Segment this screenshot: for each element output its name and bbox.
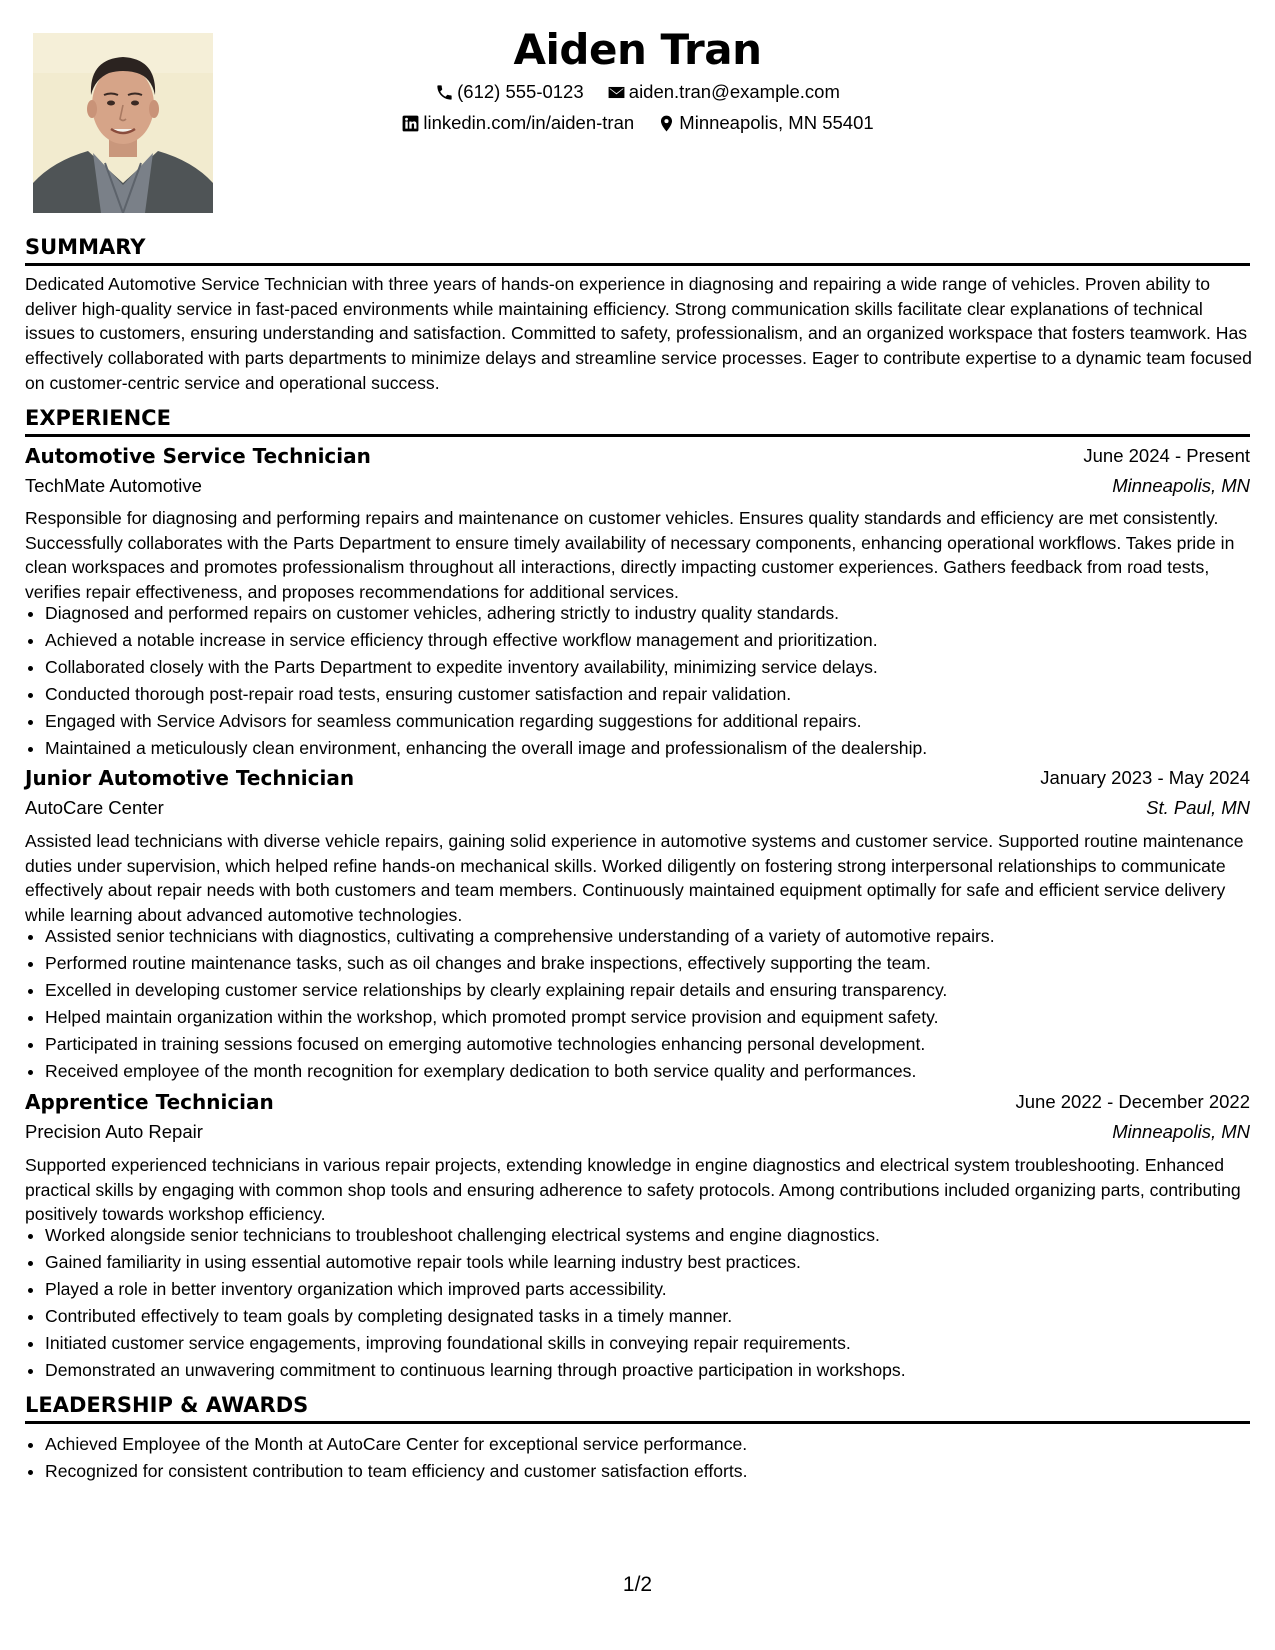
contact-row-secondary <box>0 111 1275 139</box>
envelope-icon <box>607 83 626 102</box>
job-description: Responsible for diagnosing and performing repairs and maintenance on customer vehicles. Ensures quality standards and efficiency are met consistently. Successfully collaborates with the Parts Department to ensure timely availability of necessary components, enhancing operational workflows. Takes pride in clean workspaces and promotes professionalism throughout all interactions, directly impacting customer experiences. Gathers feedback from road tests, verifies repair effectiveness, and proposes recommendations for additional services. <box>25 508 1235 603</box>
job-bullet-list <box>25 923 1275 1085</box>
list-item: • Engaged with Service Advisors for seamless communication regarding suggestions for additional repairs. <box>45 708 1275 735</box>
list-item: • Assisted senior technicians with diagnostics, cultivating a comprehensive understanding of a variety of automotive repairs. <box>45 923 1275 950</box>
list-item: • Diagnosed and performed repairs on customer vehicles, adhering strictly to industry quality standards. <box>45 600 1275 627</box>
email-address: aiden.tran@example.com <box>628 81 840 102</box>
phone-number: (612) 555-0123 <box>457 81 584 102</box>
summary-heading: SUMMARY <box>25 234 1250 266</box>
job-title: Junior Automotive Technician <box>25 766 355 790</box>
job-location: Minneapolis, MN <box>1112 1121 1250 1142</box>
list-item: • Helped maintain organization within the workshop, which promoted prompt service provision and equipment safety. <box>45 1004 1275 1031</box>
job-bullet-list <box>25 600 1275 762</box>
list-item: • Performed routine maintenance tasks, such as oil changes and brake inspections, effectively supporting the team. <box>45 950 1275 977</box>
awards-bullet-list <box>25 1431 1275 1485</box>
job-dates: June 2022 - December 2022 <box>1015 1091 1250 1112</box>
job-title: Automotive Service Technician <box>25 444 371 468</box>
job-dates: June 2024 - Present <box>1083 445 1250 466</box>
list-item: • Excelled in developing customer service relationships by clearly explaining repair details and ensuring transparency. <box>45 977 1275 1004</box>
linkedin-icon <box>401 114 420 133</box>
company-name: Precision Auto Repair <box>25 1121 203 1142</box>
job-dates: January 2023 - May 2024 <box>1040 767 1250 788</box>
list-item: • Initiated customer service engagements, improving foundational skills in conveying repair requirements. <box>45 1330 1275 1357</box>
list-item: • Participated in training sessions focused on emerging automotive technologies enhancing personal development. <box>45 1031 1275 1058</box>
list-item: • Achieved Employee of the Month at AutoCare Center for exceptional service performance. <box>45 1431 1275 1458</box>
list-item: • Worked alongside senior technicians to troubleshoot challenging electrical systems and engine diagnostics. <box>45 1222 1275 1249</box>
list-item: • Played a role in better inventory organization which improved parts accessibility. <box>45 1276 1275 1303</box>
phone-contact[interactable] <box>435 80 584 104</box>
list-item: • Conducted thorough post-repair road tests, ensuring customer satisfaction and repair validation. <box>45 681 1275 708</box>
linkedin-url: linkedin.com/in/aiden-tran <box>423 112 635 133</box>
leadership-heading: LEADERSHIP & AWARDS <box>25 1392 1250 1424</box>
page-number: 1/2 <box>622 1573 653 1596</box>
experience-heading: EXPERIENCE <box>25 405 1250 437</box>
list-item: • Maintained a meticulously clean environment, enhancing the overall image and professionalism of the dealership. <box>45 735 1275 762</box>
job-title: Apprentice Technician <box>25 1090 274 1114</box>
list-item: • Received employee of the month recognition for exemplary dedication to both service quality and performances. <box>45 1058 1275 1085</box>
list-item: • Contributed effectively to team goals by completing designated tasks in a timely manner. <box>45 1303 1275 1330</box>
job-location: St. Paul, MN <box>1146 797 1250 818</box>
list-item: • Demonstrated an unwavering commitment to continuous learning through proactive participation in workshops. <box>45 1357 1275 1384</box>
email-contact[interactable] <box>607 80 840 104</box>
job-description: Supported experienced technicians in various repair projects, extending knowledge in engine diagnostics and electrical system troubleshooting. Enhanced practical skills by engaging with common shop tools and ensuring adherence to safety protocols. Among contributions included organizing parts, contributing positively towards workshop efficiency. <box>25 1155 1241 1225</box>
company-name: AutoCare Center <box>25 797 164 818</box>
list-item: • Recognized for consistent contribution to team efficiency and customer satisfaction efforts. <box>45 1458 1275 1485</box>
list-item: • Achieved a notable increase in service efficiency through effective workflow management and prioritization. <box>45 627 1275 654</box>
job-bullet-list <box>25 1222 1275 1384</box>
location-text: Minneapolis, MN 55401 <box>679 112 874 133</box>
candidate-name: Aiden Tran <box>513 25 762 74</box>
job-description: Assisted lead technicians with diverse vehicle repairs, gaining solid experience in automotive systems and customer service. Supported routine maintenance duties under supervision, which helped refine hands-on mechanical skills. Worked diligently on fostering strong interpersonal relationships to communicate effectively about repair needs with both customers and team members. Continuously maintained equipment optimally for safe and efficient service delivery while learning about advanced automotive technologies. <box>25 831 1244 926</box>
list-item: • Gained familiarity in using essential automotive repair tools while learning industry best practices. <box>45 1249 1275 1276</box>
phone-icon <box>435 83 454 102</box>
job-location: Minneapolis, MN <box>1112 475 1250 496</box>
company-name: TechMate Automotive <box>25 475 202 496</box>
contact-row-primary <box>0 80 1275 108</box>
linkedin-contact[interactable] <box>401 111 634 135</box>
location-contact <box>657 111 873 135</box>
list-item: • Collaborated closely with the Parts Department to expedite inventory availability, minimizing service delays. <box>45 654 1275 681</box>
map-pin-icon <box>657 114 676 133</box>
summary-text: Dedicated Automotive Service Technician with three years of hands-on experience in diagnosing and repairing a wide range of vehicles. Proven ability to deliver high-quality service in fast-paced environments while maintaining efficiency. Strong communication skills facilitate clear explanations of technical issues to customers, ensuring understanding and satisfaction. Committed to safety, professionalism, and an organized workspace that fosters teamwork. Has effectively collaborated with parts departments to minimize delays and streamline service processes. Eager to contribute expertise to a dynamic team focused on customer-centric service and operational success. <box>25 274 1252 393</box>
